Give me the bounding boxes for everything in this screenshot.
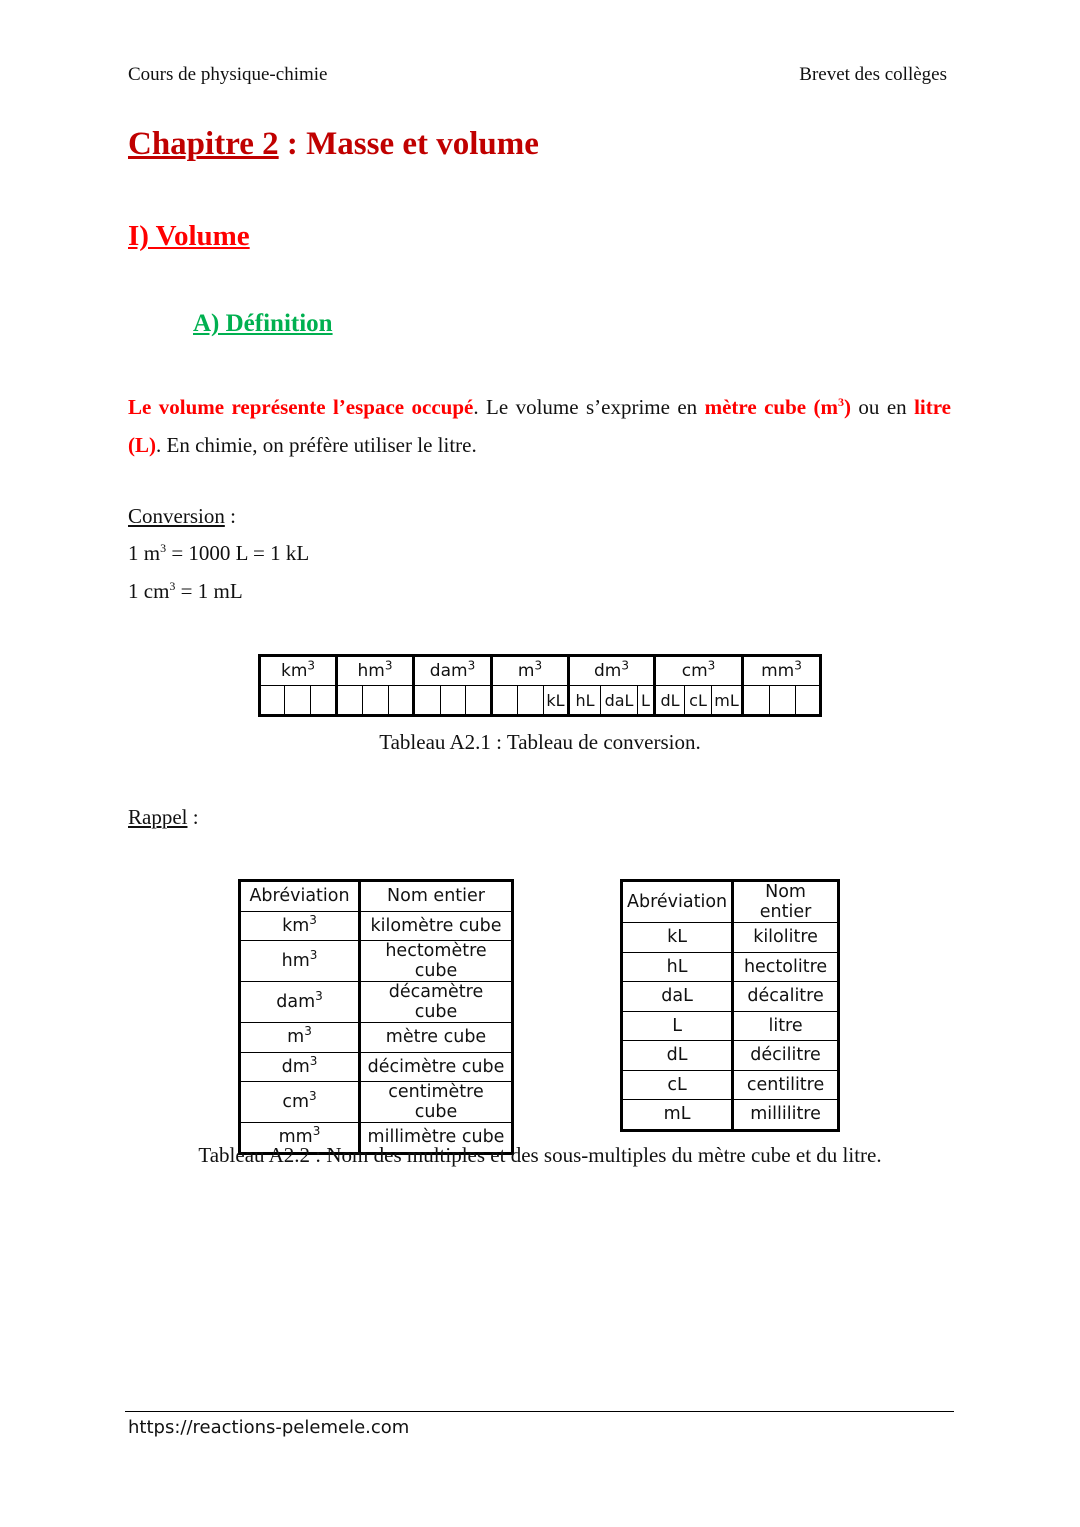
conversion-cell — [743, 686, 770, 716]
conversion-cell — [492, 686, 518, 716]
unit-header: dam$^3$ — [414, 656, 492, 686]
full-name-cell: centimètre cube — [360, 1082, 513, 1123]
abbreviation-cell: mL — [622, 1100, 733, 1131]
full-name-cell: hectolitre — [733, 952, 839, 982]
column-header: Abréviation — [622, 881, 733, 923]
conversion-cell: mL — [712, 686, 743, 716]
column-header: Abréviation — [240, 881, 360, 912]
conversion-cell: hL — [569, 686, 601, 716]
abbreviation-cell: cL — [622, 1070, 733, 1100]
full-name-cell: mètre cube — [360, 1023, 513, 1053]
conversion-cell — [337, 686, 363, 716]
conversion-cell — [363, 686, 389, 716]
conversion-label — [128, 504, 236, 529]
conversion-cell — [770, 686, 796, 716]
exponent: 3 — [169, 579, 176, 593]
conversion-cell: cL — [685, 686, 712, 716]
abbreviation-cell: kL — [622, 923, 733, 953]
definition-bold: Le volume représente l’espace occupé — [128, 395, 474, 419]
conversion-word: Conversion — [128, 504, 225, 528]
full-name-cell: décamètre cube — [360, 982, 513, 1023]
text: = 1000 L = 1 kL — [166, 541, 310, 565]
cubic-meter-names-table — [238, 879, 514, 1155]
full-name-cell: kilomètre cube — [360, 911, 513, 941]
abbreviation-cell: $m^3$ — [240, 1023, 360, 1053]
table-row — [622, 952, 839, 982]
full-name-cell: kilolitre — [733, 923, 839, 953]
full-name-cell: millimètre cube — [360, 1123, 513, 1154]
table-row — [622, 1070, 839, 1100]
abbreviation-cell: $hm^3$ — [240, 941, 360, 982]
conversion-cell — [260, 686, 285, 716]
column-header: Nom entier — [733, 881, 839, 923]
section-title: I) Volume — [128, 220, 250, 252]
conversion-cell — [389, 686, 414, 716]
rappel-word: Rappel — [128, 805, 188, 829]
conversion-cell: dL — [655, 686, 685, 716]
table-row — [622, 1041, 839, 1071]
unit-header: $hm^3$ — [337, 656, 414, 686]
unit-header: $mm^3$ — [743, 656, 821, 686]
table-row — [622, 1100, 839, 1131]
table-row — [240, 1052, 513, 1082]
abbreviation-cell: dL — [622, 1041, 733, 1071]
conversion-line-1 — [128, 541, 309, 566]
table-row — [622, 982, 839, 1012]
colon: : — [187, 805, 199, 829]
table-caption-1: Tableau A2.1 : Tableau de conversion. — [379, 730, 701, 754]
unit-litre: litre (L) — [128, 395, 951, 457]
unit-header: $km^3$ — [260, 656, 337, 686]
full-name-cell: hectomètre cube — [360, 941, 513, 982]
full-name-cell: décalitre — [733, 982, 839, 1012]
chapter-title — [128, 126, 539, 163]
litre-names-table — [620, 879, 840, 1132]
footer-url: https://reactions-pelemele.com — [128, 1417, 410, 1438]
table-row — [240, 982, 513, 1023]
text: = 1 mL — [175, 579, 243, 603]
conversion-cell — [414, 686, 441, 716]
conversion-cell: L — [638, 686, 655, 716]
header-right: Brevet des collèges — [799, 64, 947, 85]
table-row — [240, 911, 513, 941]
abbreviation-cell: hL — [622, 952, 733, 982]
chapter-name: : Masse et volume — [278, 126, 539, 162]
abbreviation-cell: $mm^3$ — [240, 1123, 360, 1154]
table-row — [240, 941, 513, 982]
table-caption-2: Tableau A2.2 : Nom des multiples et des sous-multiples du mètre cube et du litre. — [198, 1143, 882, 1167]
rappel-label — [128, 805, 199, 830]
unit-header: $cm^3$ — [655, 656, 743, 686]
exponent: 3 — [160, 541, 167, 555]
subsection-title: A) Définition — [193, 310, 333, 337]
full-name-cell: décilitre — [733, 1041, 839, 1071]
abbreviation-cell: $cm^3$ — [240, 1082, 360, 1123]
definition-paragraph — [128, 388, 951, 464]
conversion-cell — [441, 686, 466, 716]
conversion-cell — [466, 686, 492, 716]
conversion-cell — [311, 686, 337, 716]
exponent: 3 — [837, 395, 844, 409]
text: 1 m — [128, 541, 161, 565]
column-header: Nom entier — [360, 881, 513, 912]
abbreviation-cell: dam$^3$ — [240, 982, 360, 1023]
unit-header: $m^3$ — [492, 656, 569, 686]
conversion-cell — [285, 686, 311, 716]
definition-text: . En chimie, on préfère utiliser le litre. — [156, 433, 477, 457]
full-name-cell: millilitre — [733, 1100, 839, 1131]
full-name-cell: litre — [733, 1011, 839, 1041]
definition-text: ou en — [850, 395, 915, 419]
abbreviation-cell: $km^3$ — [240, 911, 360, 941]
unit-m3: mètre cube (m — [704, 395, 838, 419]
table-row — [622, 923, 839, 953]
conversion-cell: daL — [601, 686, 638, 716]
chapter-number: Chapitre 2 — [128, 126, 279, 162]
paren: ) — [843, 395, 851, 419]
table-row — [622, 1011, 839, 1041]
conversion-cell: kL — [544, 686, 569, 716]
unit-header: $dm^3$ — [569, 656, 655, 686]
header-left: Cours de physique-chimie — [128, 64, 328, 85]
full-name-cell: décimètre cube — [360, 1052, 513, 1082]
conversion-table — [258, 654, 822, 717]
conversion-cell — [518, 686, 544, 716]
table-row — [240, 1082, 513, 1123]
table-row — [240, 1023, 513, 1053]
footer-divider — [125, 1411, 954, 1412]
colon: : — [224, 504, 236, 528]
conversion-line-2 — [128, 579, 243, 604]
text: 1 cm — [128, 579, 170, 603]
conversion-cell — [796, 686, 821, 716]
abbreviation-cell: $dm^3$ — [240, 1052, 360, 1082]
definition-text: . Le volume s’exprime en — [473, 395, 705, 419]
full-name-cell: centilitre — [733, 1070, 839, 1100]
abbreviation-cell: daL — [622, 982, 733, 1012]
abbreviation-cell: L — [622, 1011, 733, 1041]
